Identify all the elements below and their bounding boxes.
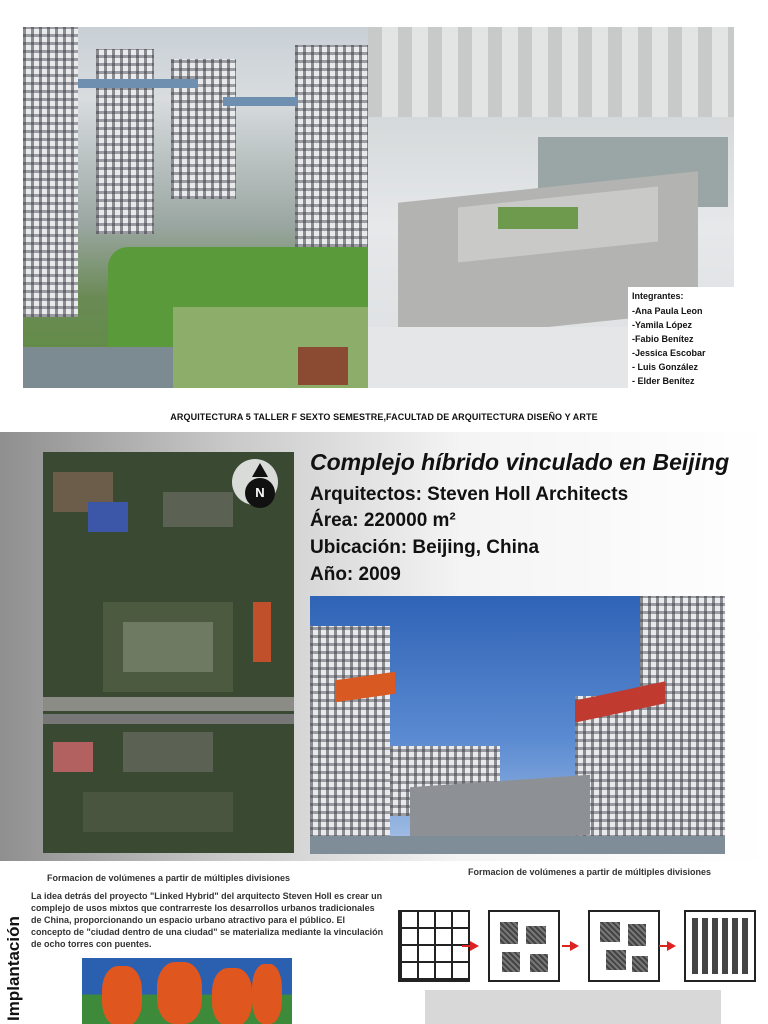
course-caption: ARQUITECTURA 5 TALLER F SEXTO SEMESTRE,FACULTAD DE ARQUITECTURA DISEÑO Y ARTE [170,412,598,422]
arrow-icon [470,941,479,951]
location-line: Ubicación: Beijing, China [310,537,540,558]
team-member: - Luis González [632,362,699,372]
team-member: -Yamila López [632,320,693,330]
team-member: -Fabio Benítez [632,334,694,344]
project-title: Complejo híbrido vinculado en Beijing [310,449,730,475]
subtitle-left: Formacion de volúmenes a partir de múltiples divisiones [47,873,291,883]
physical-model-photo [425,990,721,1024]
matisse-dance-painting [82,958,292,1024]
team-member: - Elder Benítez [632,376,695,386]
team-list [632,304,706,388]
grid-diagram-3 [588,910,660,982]
top-panel [0,0,768,432]
arrow-icon [667,941,676,951]
year-line: Año: 2009 [310,564,401,585]
grid-diagram-2 [488,910,560,982]
grid-diagram-4 [684,910,756,982]
area-line: Área: 220000 m² [310,510,456,531]
linked-hybrid-courtyard-photo [23,27,368,388]
arrow-icon [570,941,579,951]
team-member: -Jessica Escobar [632,348,706,358]
team-title: Integrantes: [632,291,684,301]
linked-hybrid-towers-photo [310,596,725,854]
aerial-map-image [43,452,294,853]
team-member: -Ana Paula Leon [632,306,703,316]
north-arrow-icon [252,463,268,477]
concept-description: La idea detrás del proyecto "Linked Hybrid" del arquitecto Steven Holl es crear un complejo de usos mixtos que contrarreste los desarrollos urbanos tradicionales de China, proporcionando un espacio urbano atractivo para el público. El concepto de "ciudad dentro de una ciudad" se materializa mediante la vinculación de ocho torres con puentes. [31,891,384,949]
section-vertical-label: Implantación [4,916,23,1021]
subtitle-right: Formacion de volúmenes a partir de múltiples divisiones [468,867,712,877]
compass-n-label: N [245,478,275,508]
architects-line: Arquitectos: Steven Holl Architects [310,484,629,505]
grid-diagram-1 [398,910,470,982]
